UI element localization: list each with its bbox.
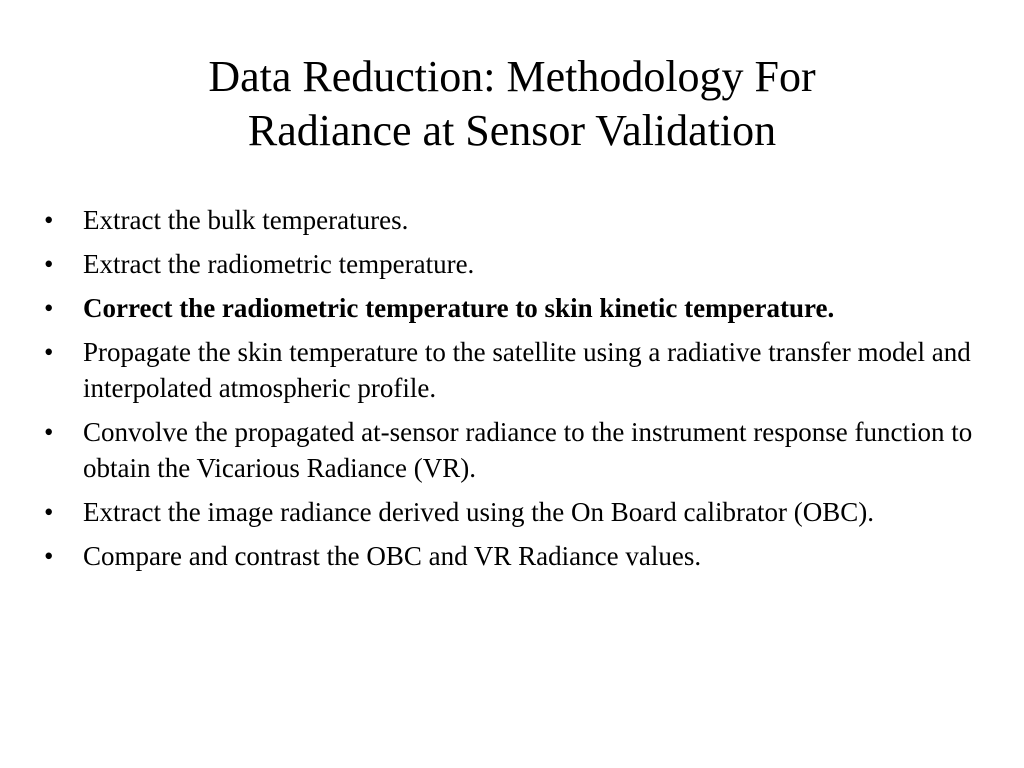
bullet-item-2 <box>44 246 974 282</box>
slide-title-line-1: Data Reduction: Methodology For <box>208 52 816 101</box>
bullet-icon: • <box>44 293 54 323</box>
bullet-item-4 <box>44 334 974 406</box>
bullet-item-3 <box>44 290 974 326</box>
bullet-icon: • <box>44 541 54 571</box>
bullet-icon: • <box>44 205 54 235</box>
bullet-text: Extract the bulk temperatures. <box>83 205 409 235</box>
bullet-list <box>44 202 974 582</box>
bullet-icon: • <box>44 249 54 279</box>
slide-title-line-2: Radiance at Sensor Validation <box>247 106 777 155</box>
bullet-text: Convolve the propagated at-sensor radiance to the instrument response function to obtain the Vicarious Radiance (VR). <box>83 417 973 483</box>
bullet-text: Propagate the skin temperature to the satellite using a radiative transfer model and interpolated atmospheric profile. <box>83 337 971 403</box>
bullet-item-7 <box>44 538 974 574</box>
bullet-icon: • <box>44 417 54 447</box>
slide-title <box>60 50 964 158</box>
bullet-item-5 <box>44 414 974 486</box>
bullet-text: Compare and contrast the OBC and VR Radiance values. <box>83 541 702 571</box>
bullet-icon: • <box>44 497 54 527</box>
bullet-text: Extract the radiometric temperature. <box>83 249 475 279</box>
bullet-icon: • <box>44 337 54 367</box>
bullet-text: Extract the image radiance derived using the On Board calibrator (OBC). <box>83 497 874 527</box>
bullet-text: Correct the radiometric temperature to skin kinetic temperature. <box>83 293 835 323</box>
bullet-item-1 <box>44 202 974 238</box>
bullet-item-6 <box>44 494 974 530</box>
